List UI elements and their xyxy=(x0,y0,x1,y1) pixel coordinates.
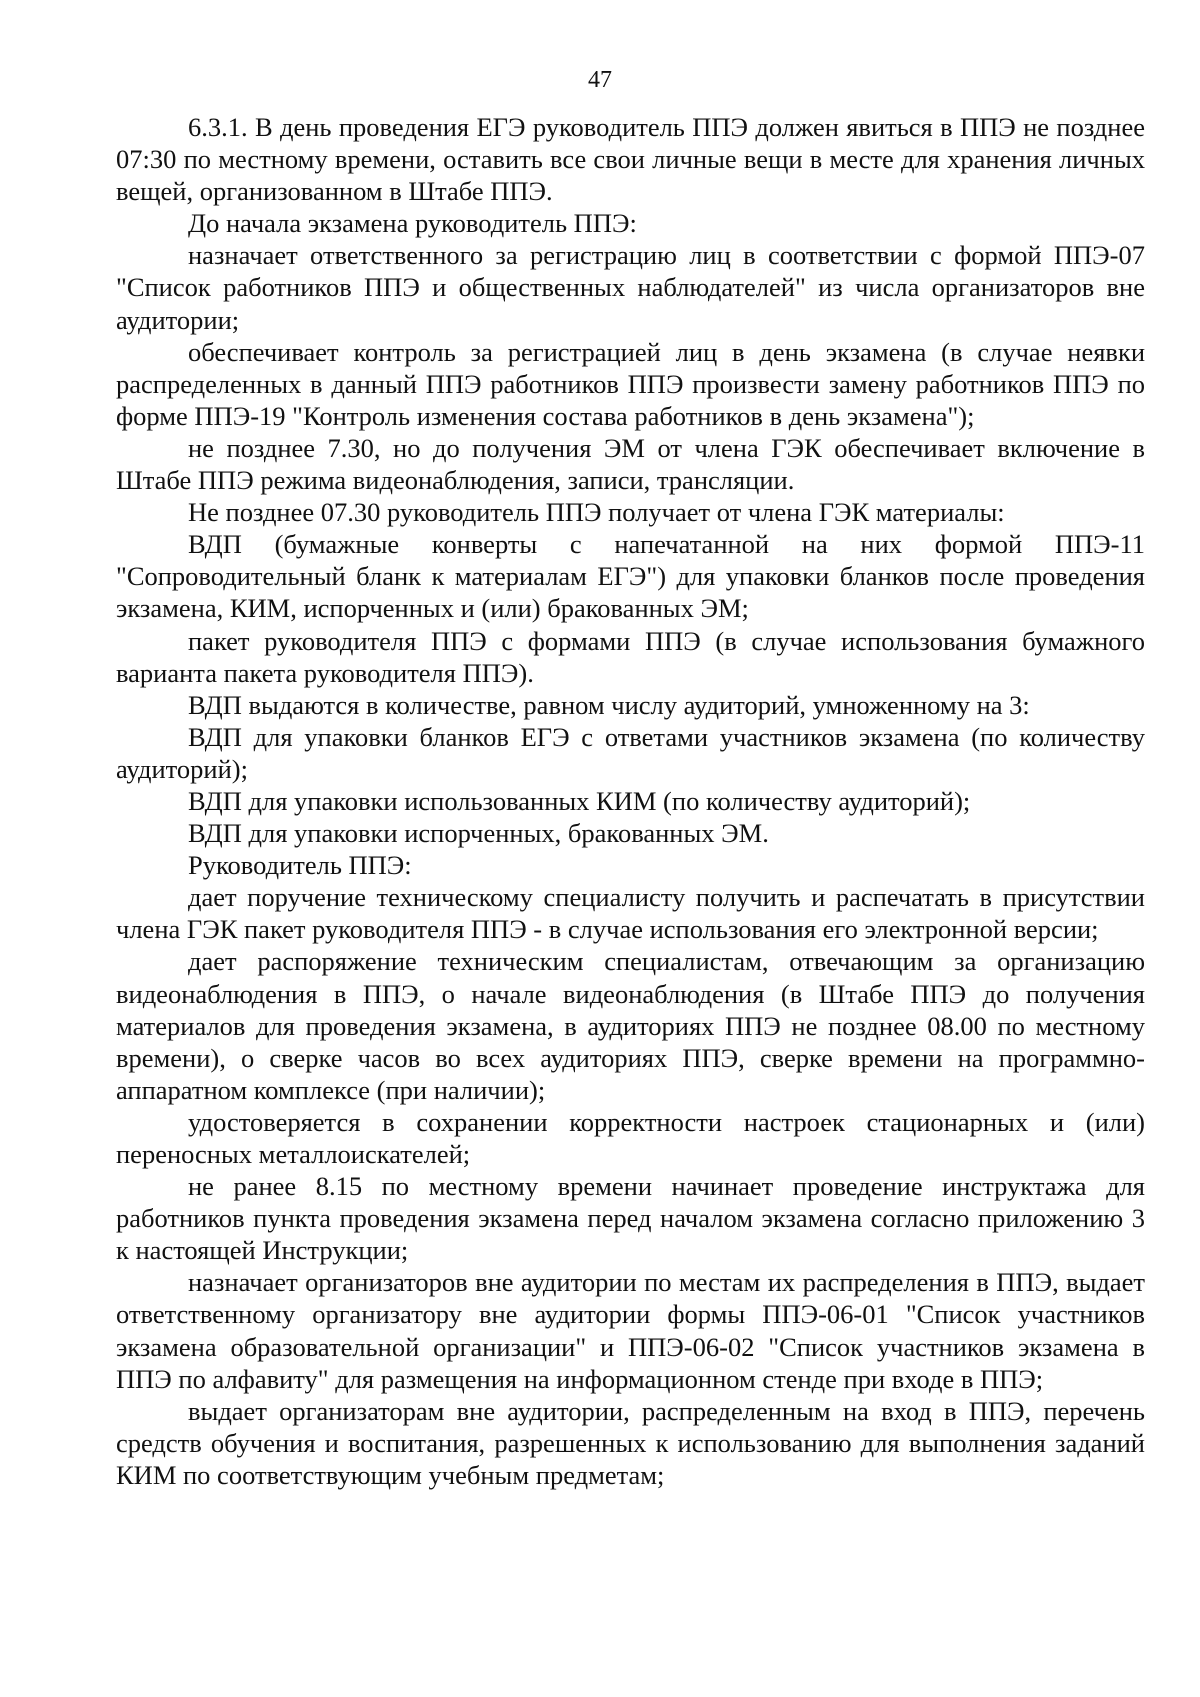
list-item: дает поручение техническому специалисту получить и распечатать в присутствии члена ГЭК пакет руководителя ППЭ - в случае использования его электронной версии; xyxy=(116,882,1145,945)
paragraph: ВДП выдаются в количестве, равном числу аудиторий, умноженному на 3: xyxy=(188,689,1030,720)
list-item: назначает ответственного за регистрацию лиц в соответствии с формой ППЭ-07 "Список работников ППЭ и общественных наблюдателей" из числа организаторов вне аудитории; xyxy=(116,240,1145,335)
list-item: ВДП (бумажные конверты с напечатанной на них формой ППЭ-11 "Сопроводительный бланк к материалам ЕГЭ") для упаковки бланков после проведения экзамена, КИМ, испорченных и (или) бракованных ЭМ; xyxy=(116,529,1145,624)
document-body xyxy=(116,111,1145,1491)
list-item: ВДП для упаковки бланков ЕГЭ с ответами участников экзамена (по количеству аудиторий); xyxy=(116,721,1145,784)
list-item: выдает организаторам вне аудитории, распределенным на вход в ППЭ, перечень средств обучения и воспитания, разрешенных к использованию для выполнения заданий КИМ по соответствующим учебным предметам; xyxy=(116,1395,1145,1490)
list-item: дает распоряжение техническим специалистам, отвечающим за организацию видеонаблюдения в ППЭ, о начале видеонаблюдения (в Штабе ППЭ до получения материалов для проведения экзамена, в аудиториях ППЭ не позднее 08.00 по местному времени), о сверке часов во всех аудиториях ППЭ, сверке времени на программно-аппаратном комплексе (при наличии); xyxy=(116,946,1145,1105)
list-item: пакет руководителя ППЭ с формами ППЭ (в случае использования бумажного варианта пакета руководителя ППЭ). xyxy=(116,625,1145,688)
list-item: обеспечивает контроль за регистрацией лиц в день экзамена (в случае неявки распределенных в данный ППЭ работников ППЭ произвести замену работников ППЭ по форме ППЭ-19 "Контроль изменения состава работников в день экзамена"); xyxy=(116,336,1145,431)
list-item: ВДП для упаковки использованных КИМ (по количеству аудиторий); xyxy=(188,785,971,816)
list-item: ВДП для упаковки испорченных, бракованных ЭМ. xyxy=(188,818,769,849)
page-number: 47 xyxy=(588,67,612,93)
list-item: не ранее 8.15 по местному времени начинает проведение инструктажа для работников пункта проведения экзамена перед началом экзамена согласно приложению 3 к настоящей Инструкции; xyxy=(116,1171,1145,1266)
paragraph: Руководитель ППЭ: xyxy=(188,850,412,881)
list-item: назначает организаторов вне аудитории по местам их распределения в ППЭ, выдает ответственному организатору вне аудитории формы ППЭ-06-01 "Список участников экзамена образовательной организации" и ППЭ-06-02 "Список участников экзамена в ППЭ по алфавиту" для размещения на информационном стенде при входе в ППЭ; xyxy=(116,1267,1145,1394)
list-item: не позднее 7.30, но до получения ЭМ от члена ГЭК обеспечивает включение в Штабе ППЭ режима видеонаблюдения, записи, трансляции. xyxy=(116,432,1145,496)
list-item: удостоверяется в сохранении корректности настроек стационарных и (или) переносных металлоискателей; xyxy=(116,1106,1145,1169)
paragraph-6-3-1: 6.3.1. В день проведения ЕГЭ руководитель ППЭ должен явиться в ППЭ не позднее 07:30 по местному времени, оставить все свои личные вещи в месте для хранения личных вещей, организованном в Штабе ППЭ. xyxy=(116,112,1145,207)
paragraph: Не позднее 07.30 руководитель ППЭ получает от члена ГЭК материалы: xyxy=(188,497,1005,528)
paragraph: До начала экзамена руководитель ППЭ: xyxy=(188,208,637,239)
